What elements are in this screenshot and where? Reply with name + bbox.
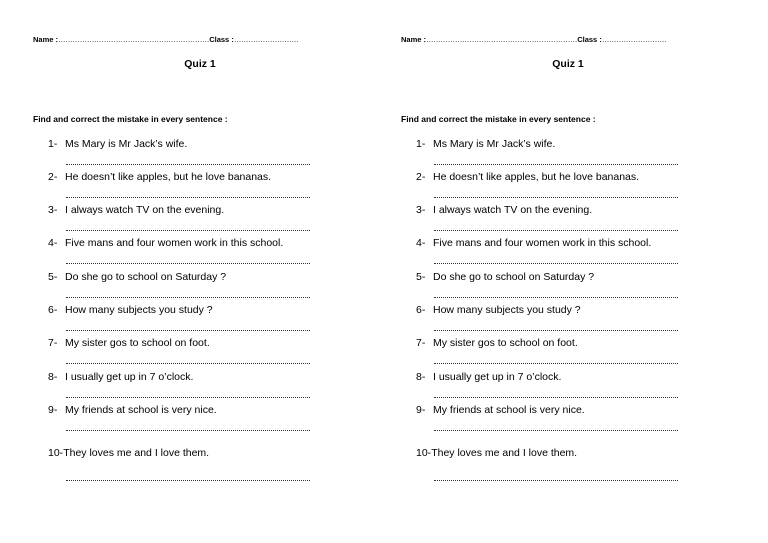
answer-line-6 [434, 330, 678, 331]
question-3 [416, 204, 592, 216]
question-4 [416, 237, 651, 249]
question-text: They loves me and I love them. [63, 447, 210, 459]
name-label: Name : [33, 35, 59, 44]
question-number: 5- [48, 271, 58, 283]
question-number: 1- [416, 138, 426, 150]
question-7 [48, 337, 210, 349]
answer-line-1 [434, 164, 678, 165]
question-text: He doesn’t like apples, but he love bananas. [433, 171, 640, 183]
name-class-line [33, 35, 299, 44]
question-number: 4- [416, 237, 426, 249]
question-text: How many subjects you study ? [433, 304, 581, 316]
question-9 [416, 404, 585, 416]
answer-line-7 [434, 363, 678, 364]
question-5 [48, 271, 226, 283]
answer-line-7 [66, 363, 310, 364]
question-number: 1- [48, 138, 58, 150]
question-number: 9- [48, 404, 58, 416]
question-10 [48, 447, 209, 459]
question-text: My friends at school is very nice. [65, 404, 217, 416]
question-text: My sister gos to school on foot. [433, 337, 578, 349]
question-2 [48, 171, 271, 183]
question-text: My friends at school is very nice. [433, 404, 585, 416]
question-text: Do she go to school on Saturday ? [433, 271, 595, 283]
question-number: 4- [48, 237, 58, 249]
question-number: 9- [416, 404, 426, 416]
question-6 [416, 304, 581, 316]
question-text: My sister gos to school on foot. [65, 337, 210, 349]
class-label: Class : [209, 35, 234, 44]
question-number: 3- [48, 204, 58, 216]
answer-line-4 [434, 263, 678, 264]
instruction: Find and correct the mistake in every sentence : [401, 114, 596, 124]
question-4 [48, 237, 283, 249]
answer-line-2 [66, 197, 310, 198]
class-label: Class : [577, 35, 602, 44]
question-1 [416, 138, 555, 150]
question-number: 7- [48, 337, 58, 349]
question-number: 10- [416, 447, 432, 459]
question-9 [48, 404, 217, 416]
question-number: 6- [416, 304, 426, 316]
question-number: 6- [48, 304, 58, 316]
question-number: 2- [416, 171, 426, 183]
answer-line-3 [434, 230, 678, 231]
question-text: Five mans and four women work in this school. [433, 237, 652, 249]
question-2 [416, 171, 639, 183]
instruction: Find and correct the mistake in every sentence : [33, 114, 228, 124]
quiz-title: Quiz 1 [552, 58, 584, 70]
question-number: 7- [416, 337, 426, 349]
question-number: 3- [416, 204, 426, 216]
question-7 [416, 337, 578, 349]
question-1 [48, 138, 187, 150]
question-text: I usually get up in 7 o’clock. [433, 371, 562, 383]
question-8 [48, 371, 193, 383]
question-3 [48, 204, 224, 216]
question-text: I always watch TV on the evening. [65, 204, 225, 216]
answer-line-8 [66, 397, 310, 398]
answer-line-9 [66, 430, 310, 431]
answer-line-3 [66, 230, 310, 231]
question-10 [416, 447, 577, 459]
answer-line-4 [66, 263, 310, 264]
question-text: Ms Mary is Mr Jack’s wife. [433, 138, 556, 150]
question-text: I always watch TV on the evening. [433, 204, 593, 216]
answer-line-10 [66, 480, 310, 481]
question-8 [416, 371, 561, 383]
name-dots: ……………………………………………………… [426, 35, 578, 44]
name-dots: ……………………………………………………… [58, 35, 210, 44]
question-text: Five mans and four women work in this school. [65, 237, 284, 249]
question-text: They loves me and I love them. [431, 447, 578, 459]
name-class-line [401, 35, 667, 44]
question-6 [48, 304, 213, 316]
question-number: 8- [416, 371, 426, 383]
question-text: He doesn’t like apples, but he love bananas. [65, 171, 272, 183]
answer-line-2 [434, 197, 678, 198]
question-number: 8- [48, 371, 58, 383]
answer-line-5 [66, 297, 310, 298]
class-dots: ……………………… [233, 35, 299, 44]
answer-line-9 [434, 430, 678, 431]
question-text: Ms Mary is Mr Jack’s wife. [65, 138, 188, 150]
question-5 [416, 271, 594, 283]
question-text: How many subjects you study ? [65, 304, 213, 316]
class-dots: ……………………… [601, 35, 667, 44]
question-number: 10- [48, 447, 64, 459]
answer-line-1 [66, 164, 310, 165]
question-text: Do she go to school on Saturday ? [65, 271, 227, 283]
answer-line-6 [66, 330, 310, 331]
answer-line-8 [434, 397, 678, 398]
quiz-title: Quiz 1 [184, 58, 216, 70]
question-text: I usually get up in 7 o’clock. [65, 371, 194, 383]
question-number: 5- [416, 271, 426, 283]
quiz-sheet-left [0, 0, 370, 543]
quiz-sheet-right [368, 0, 738, 543]
name-label: Name : [401, 35, 427, 44]
answer-line-5 [434, 297, 678, 298]
answer-line-10 [434, 480, 678, 481]
question-number: 2- [48, 171, 58, 183]
